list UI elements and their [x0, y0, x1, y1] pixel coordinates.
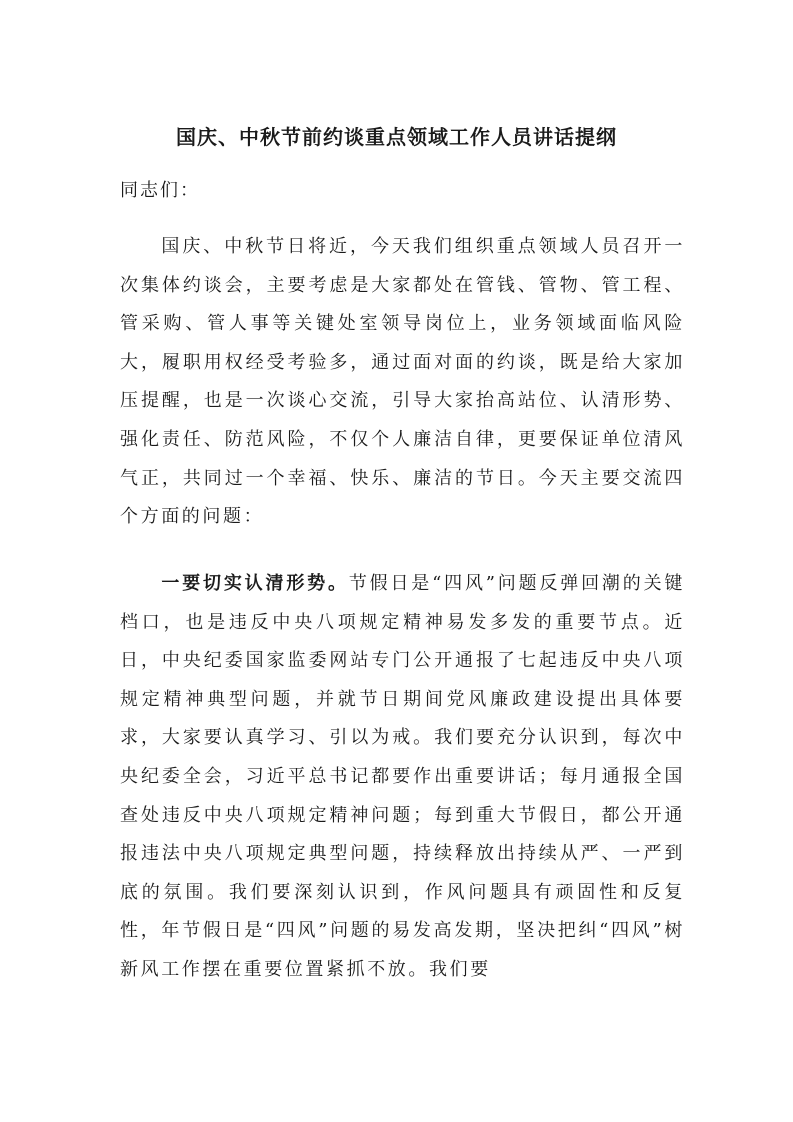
salutation: 同志们：	[120, 180, 200, 201]
document-title: 国庆、中秋节前约谈重点领域工作人员讲话提纲	[176, 125, 617, 149]
paragraph-situation	[120, 565, 685, 990]
paragraph-intro: 国庆、中秋节日将近，今天我们组织重点领域人员召开一次集体约谈会，主要考虑是大家都处在管钱、管物、管工程、管采购、管人事等关键处室领导岗位上，业务领域面临风险大，履职用权经受考验多，通过面对面的约谈，既是给大家加压提醒，也是一次谈心交流，引导大家抬高站位、认清形势、强化责任、防范风险，不仅个人廉洁自律，更要保证单位清风气正，共同过一个幸福、快乐、廉洁的节日。今天主要交流四个方面的问题：	[120, 236, 685, 528]
paragraph-lead-heading: 一要切实认清形势。	[161, 573, 349, 594]
paragraph-body: 节假日是“四风”问题反弹回潮的关键档口，也是违反中央八项规定精神易发多发的重要节点。近日，中央纪委国家监委网站专门公开通报了七起违反中央八项规定精神典型问题，并就节日期间党风廉政建设提出具体要求，大家要认真学习、引以为戒。我们要充分认识到，每次中央纪委全会，习近平总书记都要作出重要讲话；每月通报全国查处违反中央八项规定精神问题；每到重大节假日，都公开通报违法中央八项规定典型问题，持续释放出持续从严、一严到底的氛围。我们要深刻认识到，作风问题具有顽固性和反复性，年节假日是“四风”问题的易发高发期，坚决把纠“四风”树新风工作摆在重要位置紧抓不放。我们要	[120, 573, 685, 980]
